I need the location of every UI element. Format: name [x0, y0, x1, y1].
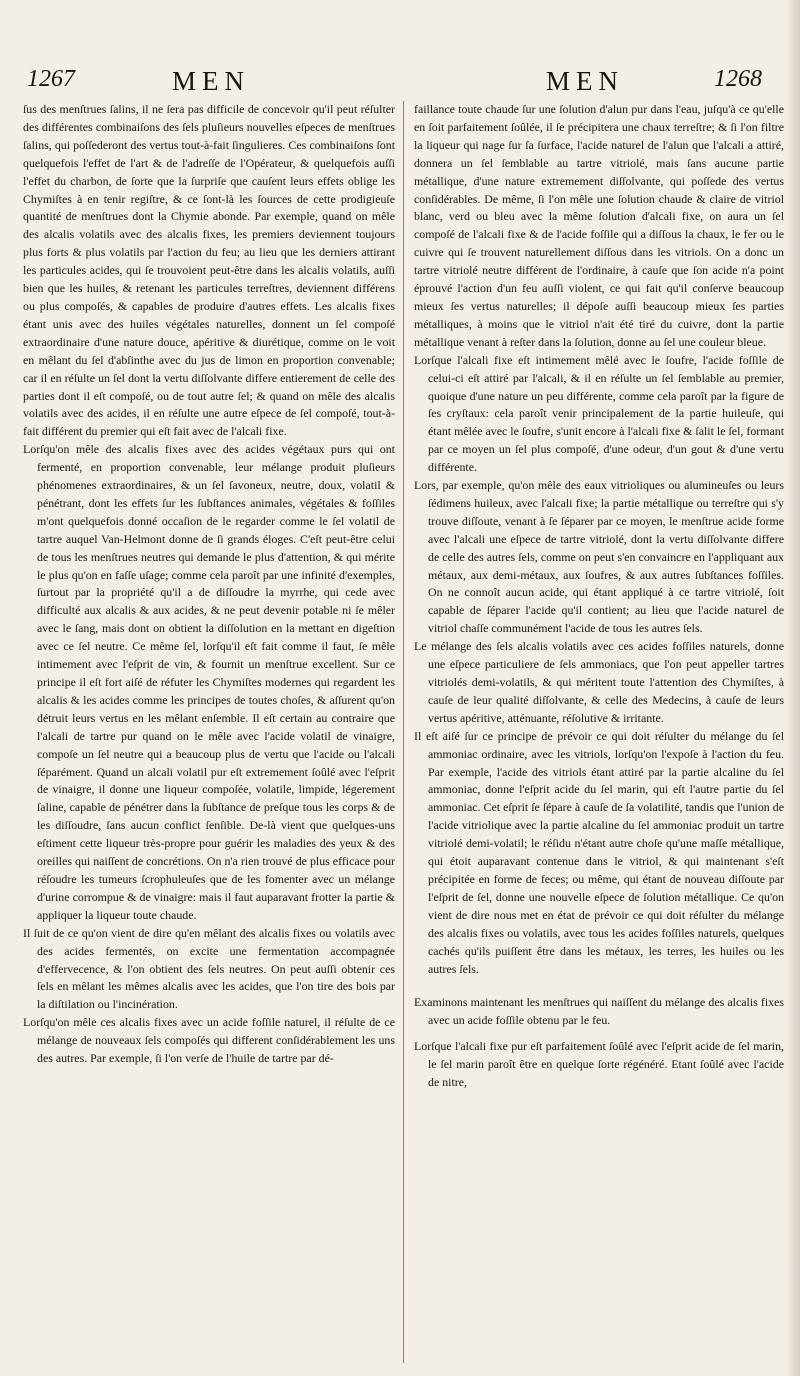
paragraph: Lorſque l'alcali fixe eſt intimement mêlé avec le ſoufre, l'acide foſſile de celui-ci eſt attiré par l'alcali, & il en réſulte un ſel ſemblable au premier, quoique d'une nature un peu différente, comme cela paroît par la figure de ſes cryſtaux: cela paroît venir principalement de la partie huileuſe, qui étant mêlée avec le ſoufre, s'unit encore à l'alcali fixe & ſalit le ſel, formant par ce moyen un ſel plus compoſé, d'une odeur, d'un gout & d'une vertu différente. [414, 352, 784, 475]
paragraph: Lorſqu'on mêle ces alcalis fixes avec un acide foſſile naturel, il réſulte de ce mélange de nouveaux ſels compoſés qui different conſidérablement les uns des autres. Par exemple, ſi l'on verſe de l'huile de tartre par dé- [23, 1015, 395, 1066]
paragraph: Il ſuit de ce qu'on vient de dire qu'en mêlant des alcalis fixes ou volatils avec des acides fermentés, on excite une fermentation accompagnée d'effervecence, & l'on obtient des ſels neutres. On peut auſſi obtenir ces ſels en mêlant les mêmes alcalis avec les acides, que l'on tire des bois par la diſtilation ou l'incinération. [23, 925, 395, 1012]
page-number-right: 1268 [714, 66, 762, 92]
running-head-right: MEN [546, 66, 624, 96]
running-head-left: MEN [172, 66, 250, 96]
text-column-left [23, 101, 395, 1068]
paragraph: Le mélange des ſels alcalis volatils avec ces acides foſſiles naturels, donne une eſpece particuliere de ſels ammoniacs, que l'on peut appeller tartres vitriolés demi-volatils, & qui méritent toute l'attention des Chymiſtes, à cauſe de leur qualité diſſolvante, & celle des Medecins, à cauſe de leurs vertus apéritive, atténuante, réſolutive & irritante. [414, 639, 784, 725]
page-edge-shadow [786, 0, 800, 1376]
paragraph: Lors, par exemple, qu'on mêle des eaux vitrioliques ou alumineuſes ou leurs ſédimens huileux, avec l'alcali fixe; la partie métallique ou terreſtre qui s'y trouve diſſoute, venant à ſe ſéparer par ce moyen, le menſtrue acide forme avec l'alcali une eſpece de tartre vitriolé, dont la vertu diſſolvante differe de celle des autres ſels, comme on peut s'en convaincre en l'appliquant aux métaux, aux demi-métaux, aux ſoufres, & aux autres ſubſtances foſſiles. On ne connoît aucun acide, qui étant appliqué à ce tartre vitriolé, ſoit capable de ſéparer l'acide qu'il contient; au lieu que l'acide naturel de vitriol chaſſe communément l'acide de tous les autres ſels. [414, 478, 784, 636]
text-column-right [414, 101, 784, 1092]
paragraph: Il eſt aiſé ſur ce principe de prévoir ce qui doit réſulter du mélange du ſel ammoniac ordinaire, avec les vitriols, lorſqu'on l'expoſe à l'action du feu. Par exemple, l'acide des vitriols étant attiré par la partie alcaline du ſel ammoniac, donne l'eſprit acide du ſel marin, qui eſt l'autre partie du ſel ammoniac. Cet eſprit ſe ſépare à cauſe de ſa volatilité, tandis que l'union de l'acide vitriolique avec la partie alcaline du ſel ammoniac produit un tartre vitriolé demi-volatil; le réſidu n'étant autre choſe qu'une maſſe métallique, qui étoit auparavant contenue dans le vitriol, & qui maintenant s'eſt précipitée en forme de feces; ou même, qui étant de nouveau diſſoute par l'eſprit de ſel, donne une nouvelle eſpece de ſolution métallique. Ce qu'on vient de dire nous met en état de prévoir ce qui doit réſulter du mélange des alcalis fixes ou volatils, avec tous les acides foſſiles naturels, quelques cachés qu'ils puiſſent être dans les métaux, les terres, les huiles ou les autres ſels. [414, 728, 784, 976]
paragraph: ſus des menſtrues ſalins, il ne ſera pas difficile de concevoir qu'il peut réſulter des différentes combinaiſons des ſels pluſieurs nouvelles eſpeces de menſtrues ſalins, qui poſſederont des vertus tout-à-fait ſingulieres. Ces combinaiſons ſont quelquefois l'effet de l'art & de l'adreſſe de l'Opérateur, & quelquefois auſſi l'effet du charbon, de ſorte que la ſurpriſe que cauſent leurs effets oblige les Chymiſtes à en tenir regiſtre, & ce ſont-là les ſources de cette prodigieuſe quantité de menſtrues dont la Chymie abonde. Par exemple, quand on mêle des alcalis volatils avec des alcalis fixes, les premiers deviennent toujours plus forts & plus volatils par l'action du feu; au lieu que les derniers attirant les particules acides, qui ſe trouvoient peut-être dans les alcalis volatils, auſſi bien que les huiles, & retenant les particules terreſtres, deviennent différens ou plus compoſés, & capables de produire d'autres effets. Les alcalis fixes étant unis avec des huiles végétales naturelles, donnent un ſel compoſé extraordinaire d'une nature douce, apéritive & diurétique, comme on le voit en mêlant du ſel d'abſinthe avec du jus de limon en proportion convenable; car il en réſulte un ſel dont la vertu diſſolvante differe entierement de celle des parties dont il eſt compoſé, ou de tout autre ſel; & quand on mêle des alcalis volatils avec des acides, il en réſulte une autre eſpece de ſel compoſé, tout-à-fait différent du premier qui eſt fait avec de l'alcali fixe. [23, 102, 395, 439]
page-number-left: 1267 [27, 66, 75, 92]
paragraph: Lorſqu'on mêle des alcalis fixes avec des acides végétaux purs qui ont fermenté, en proportion convenable, leur mélange produit pluſieurs phénomenes extraordinaires, & un ſel ſavoneux, neutre, doux, volatil & pénétrant, dont les effets ſur les ſubſtances animales, végétales & foſſiles m'ont quelquefois donné occaſion de le regarder comme le ſel volatil de tartre auquel Van-Helmont donne de ſi grands éloges. C'eſt peut-être celui de tous les menſtrues neutres qui demande le plus d'attention, & qui mérite le plus qu'on en faſſe uſage; comme cela paroît par une infinité d'exemples, ſurtout par la propriété qu'il a de diſſoudre la myrrhe, qui cede avec difficulté aux alcalis & aux acides, & ne peut devenir potable ni ſe mêler avec le ſang, mais dont on obtient la diſſolution en la mettant en digeſtion avec ce ſel neutre. Ce même ſel, lorſqu'il eſt fait comme il faut, ſe mêle intimement avec l'eſprit de vin, & fournit un menſtrue excellent. Sur ce principe il eſt fort aiſé de réfuter les Chymiſtes modernes qui regardent les alcalis & les acides comme les principes de toutes choſes, & aſſurent qu'on détruit leurs vertus en les mêlant enſemble. Il eſt certain au contraire que l'alcali de tartre pur quand on le mêle avec l'acide volatil de vinaigre, compoſe un ſel neutre qui a beaucoup plus de vertu que l'acide ou l'alcali ſéparément. Quand un alcali volatil pur eſt extremement ſoûlé avec l'eſprit de vinaigre, il donne une liqueur compoſée, volatile, limpide, légerement ſaline, capable de pénétrer dans la ſubſtance de preſque tous les corps & de les diſſoudre, ſans aucun conflict ſenſible. De-là vient que quelques-uns eſtiment cette liqueur très-propre pour guérir les maladies des yeux & des oreilles qui naiſſent de concrétions. On n'a rien trouvé de plus efficace pour réſoudre les tumeurs ſcrophuleuſes que de les fomenter avec un mélange d'urine corrompue & de vinaigre: mais il faut auparavant frotter la partie & appliquer la liqueur toute chaude. [23, 442, 395, 922]
column-divider [403, 101, 404, 1363]
paragraph: faillance toute chaude ſur une ſolution d'alun pur dans l'eau, juſqu'à ce qu'elle en ſoit parfaitement ſoûlée, il ſe précipitera une chaux terreſtre; & ſi l'on filtre la liqueur qui nage ſur ſa ſurface, l'acide naturel de l'alun que l'alcali a attiré, donnera un ſel ſemblable au tartre vitriolé, mais ſans aucune partie métallique, d'une nature extremement diſſolvante, qui poſſede des vertus conſidérables. De même, ſi l'on mêle une ſolution chaude & claire de vitriol blanc, verd ou bleu avec la même ſolution d'alcali fixe, on aura un ſel compoſé de l'alcali fixe & de l'acide foſſile qui a diſſous la chaux, le fer ou le cuivre qui ſe trouvent naturellement diſſous dans les vitriols. On a donc un tartre vitriolé neutre différent de l'ordinaire, à cauſe que ſon acide n'a point éprouvé l'action d'un feu auſſi violent, ce qui fait qu'il conſerve beaucoup mieux ſes vertus naturelles; il dépoſe auſſi beaucoup mieux ſes parties métalliques, à moins que le vitriol n'ait été tiré du cuivre, dont la partie métallique venant à reſter dans la ſolution, donne au ſel une couleur bleue. [414, 102, 784, 349]
paragraph: Lorſque l'alcali fixe pur eſt parfaitement ſoûlé avec l'eſprit acide de ſel marin, le ſel marin paroît être en quelque ſorte régénéré. Etant ſoûlé avec l'acide de nitre, [414, 1039, 784, 1090]
paragraph: Examinons maintenant les menſtrues qui naiſſent du mélange des alcalis fixes avec un acide foſſile obtenu par le feu. [414, 995, 784, 1028]
